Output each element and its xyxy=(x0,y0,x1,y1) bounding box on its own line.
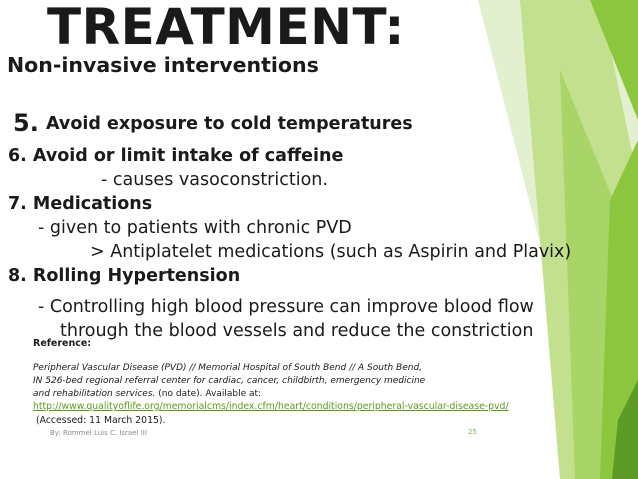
reference-line-1: Peripheral Vascular Disease (PVD) // Memorial Hospital of South Bend // A South Bend, xyxy=(33,363,423,373)
reference-heading: Reference: xyxy=(33,338,92,349)
item-7-subdetail: > Antiplatelet medications (such as Aspirin and Plavix) xyxy=(90,242,572,262)
item-7-detail: - given to patients with chronic PVD xyxy=(38,218,352,238)
item-8-detail-continued: through the blood vessels and reduce the constriction xyxy=(60,321,534,341)
item-7-heading: 7. Medications xyxy=(8,194,153,214)
item-8-heading: 8. Rolling Hypertension xyxy=(8,266,241,286)
item-8-detail: - Controlling high blood pressure can improve blood flow xyxy=(38,297,534,317)
reference-line-3 xyxy=(33,389,261,399)
slide-subtitle: Non-invasive interventions xyxy=(7,53,319,77)
item-6-heading: 6. Avoid or limit intake of caffeine xyxy=(8,146,344,166)
reference-line-3-italic: and rehabilitation services. xyxy=(33,389,156,399)
item-6-detail: - causes vasoconstriction. xyxy=(101,170,328,190)
reference-line-3-rest: (no date). Available at: xyxy=(155,389,262,399)
reference-line-2: IN 526-bed regional referral center for cardiac, cancer, childbirth, emergency medicine xyxy=(33,376,426,386)
footer-author: By: Rommel Luis C. Israel III xyxy=(50,429,147,437)
page-number: 25 xyxy=(468,428,477,436)
item-5-number: 5. xyxy=(13,109,39,137)
reference-accessed-date: (Accessed: 11 March 2015). xyxy=(36,415,166,426)
slide-title: TREATMENT: xyxy=(47,0,405,56)
reference-link[interactable]: http://www.qualityoflife.org/memorialcms/index.cfm/heart/conditions/peripheral-vascular-disease-pvd/ xyxy=(33,401,509,412)
item-5-text: Avoid exposure to cold temperatures xyxy=(46,114,413,134)
